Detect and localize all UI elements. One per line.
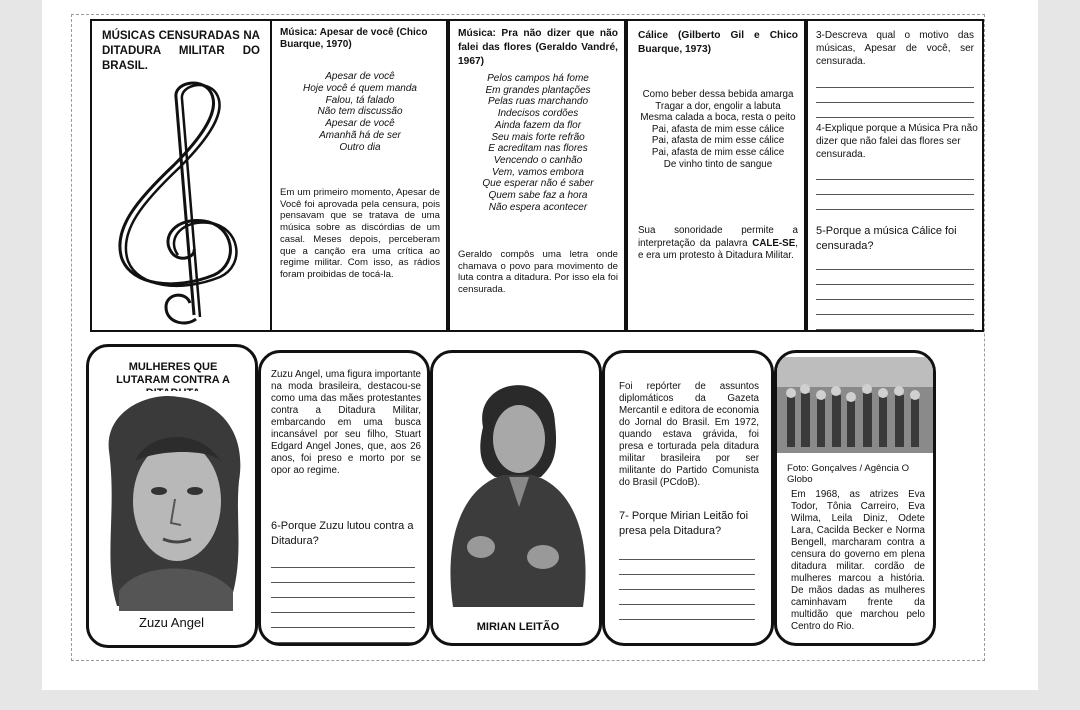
song3-line: Como beber dessa bebida amarga	[642, 89, 794, 100]
song1-line: Apesar de você	[325, 118, 395, 130]
answer-lines-5[interactable]	[816, 255, 974, 330]
question-7: 7- Porque Mirian Leitão foi presa pela Ditadura?	[619, 510, 749, 537]
question-6: 6-Porque Zuzu lutou contra a Ditadura?	[271, 520, 414, 547]
song2-line: Ainda fazem da flor	[494, 119, 582, 131]
portrait-icon	[99, 391, 247, 611]
song-calice-header: Cálice (Gilberto Gil e Chico Buarque, 1973)	[638, 30, 798, 55]
song-calice-text-bold: CALE-SE	[752, 237, 796, 249]
song2-line: Indecisos cordões	[497, 108, 579, 120]
song2-line: Pelos campos há fome	[487, 73, 589, 84]
song1-line: Falou, tá falado	[325, 94, 395, 106]
mirian-text-panel	[602, 350, 774, 646]
answer-lines-7[interactable]	[619, 545, 755, 620]
zuzu-caption: Zuzu Angel	[139, 615, 205, 630]
song3-line: Mesma calada a boca, resta o peito	[640, 112, 796, 124]
song-apesar-header: Música: Apesar de você (Chico Buarque, 1970)	[280, 27, 428, 50]
song3-line: Pai, afasta de mim esse cálice	[651, 135, 785, 147]
song2-line: Quem sabe faz a hora	[488, 190, 588, 202]
answer-lines-4[interactable]	[816, 165, 974, 210]
song2-line: Pelas ruas marchando	[487, 96, 589, 108]
zuzu-photo-panel	[86, 344, 258, 648]
song-flores-header: Música: Pra não dizer que não falei das flores (Geraldo Vandré, 1967)	[458, 28, 618, 67]
song-calice-lyrics	[634, 89, 802, 170]
song2-line: Não espera acontecer	[488, 201, 588, 213]
mirian-leitao-photo	[433, 357, 599, 607]
zuzu-angel-photo	[99, 391, 247, 611]
song-calice-text-before: Sua sonoridade permite a interpretação da palavra	[638, 225, 798, 249]
song1-line: Amanhã há de ser	[319, 129, 401, 141]
song-flores-lyrics	[458, 73, 618, 213]
song-calice-cell	[626, 19, 806, 332]
answer-lines-3[interactable]	[816, 73, 974, 118]
song3-line: Pai, afasta de mim esse cálice	[651, 123, 785, 135]
song-apesar-cell	[270, 19, 448, 332]
question-4: 4-Explique porque a Música Pra não dizer que não falei das flores ser censurada.	[816, 123, 978, 160]
song1-line: Hoje você é quem manda	[303, 82, 417, 94]
mirian-text: Foi repórter de assuntos diplomáticos da Gazeta Mercantil e editora de economia do Jornal do Brasil. Em 1972, quando estava grávida, foi presa e torturada pela ditadura militar brasileira por ser militante do Partido Comunista do Brasil (PCdoB).	[619, 381, 759, 488]
song-flores-text: Geraldo compôs uma letra onde chamava o povo para movimento de luta contra a ditadura. Por isso ela foi censurada.	[458, 249, 618, 296]
song3-line: Pai, afasta de mim esse cálice	[651, 146, 785, 158]
song-apesar-text: Em um primeiro momento, Apesar de Você foi aprovada pela censura, pois pensavam que se tratava de uma música sobre as discórdias de um casal. Meses depois, perceberam que a canção era uma crítica ao regime militar. Com isso, as rádios foram proibidas de tocá-la.	[280, 187, 440, 280]
mirian-caption: MIRIAN LEITÃO	[476, 621, 560, 633]
song-calice-text-after: , e era um protesto à Ditadura Militar.	[638, 237, 798, 261]
song2-line: Seu mais forte refrão	[491, 131, 585, 143]
worksheet-title: MÚSICAS CENSURADAS NA DITADURA MILITAR DO BRASIL.	[102, 30, 260, 72]
treble-clef-icon	[104, 79, 264, 329]
song2-line: Em grandes plantações	[485, 84, 591, 96]
answer-lines-6[interactable]	[271, 553, 415, 643]
title-cell	[90, 19, 272, 332]
song2-line: Vencendo o canhão	[493, 154, 583, 166]
song1-line: Não tem discussão	[317, 106, 403, 118]
question-5: 5-Porque a música Cálice foi censurada?	[816, 225, 957, 252]
march-text: Em 1968, as atrizes Eva Todor, Tônia Carreiro, Eva Wilma, Leila Diniz, Odete Lara, Cacilda Becker e Norma Bengell, marcharam contra a censura do governo em plena ditadura militar. cordão de mulheres marcou a história. De mãos dadas as mulheres caminhavam frente da multidão que marchou pelo Centro do Rio.	[791, 489, 925, 632]
song1-line: Outro dia	[339, 141, 381, 153]
march-photo	[777, 357, 935, 453]
song-apesar-lyrics	[280, 71, 440, 154]
song3-line: De vinho tinto de sangue	[663, 158, 773, 170]
song-flores-cell	[448, 19, 626, 332]
song3-line: Tragar a dor, engolir a labuta	[655, 100, 781, 112]
song2-line: E acreditam nas flores	[488, 143, 588, 155]
mirian-photo-panel	[430, 350, 602, 646]
song-calice-text	[638, 225, 798, 263]
women-title: MULHERES QUE LUTARAM CONTRA A	[116, 361, 230, 386]
question-3: 3-Descreva qual o motivo das músicas, Apesar de você, ser censurada.	[816, 30, 974, 67]
song2-line: Que esperar não é saber	[482, 178, 594, 190]
zuzu-text: Zuzu Angel, uma figura importante na moda brasileira, destacou-se como uma das mães protestantes contra a Ditadura Militar, embarcando em uma busca incansável por seu filho, Stuart Edgard Angel Jones, que, aos 26 anos, foi preso e morto por se opor ao regime.	[271, 369, 421, 476]
zuzu-text-panel	[258, 350, 430, 646]
questions-cell	[806, 19, 984, 332]
song2-line: Vem, vamos embora	[492, 166, 584, 178]
song1-line: Apesar de você	[325, 71, 395, 82]
photo-credit: Foto: Gonçalves / Agência O Globo	[787, 463, 910, 485]
march-panel	[774, 350, 936, 646]
